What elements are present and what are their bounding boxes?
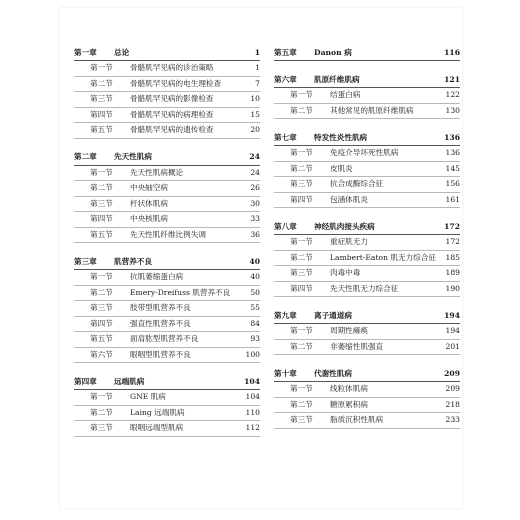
section-page-number: 36 [250, 229, 260, 239]
section-row [74, 197, 260, 213]
section-page-number: 185 [445, 252, 460, 262]
section-number: 第一节 [290, 237, 313, 246]
section-row [274, 266, 460, 282]
chapter-title: 离子通道病 [314, 310, 352, 320]
chapter-title: 代谢性肌病 [314, 368, 352, 378]
section-page-number: 136 [445, 148, 460, 157]
section-number: 第二节 [290, 341, 313, 351]
chapter-number: 第二章 [74, 152, 97, 162]
chapter-title: 总论 [114, 47, 130, 57]
chapter-heading [74, 46, 260, 61]
chapter-block [74, 151, 260, 244]
section-page-number: 20 [250, 125, 260, 134]
section-page-number: 104 [245, 392, 260, 401]
section-page-number: 194 [445, 326, 460, 335]
chapter-title: 远端肌病 [114, 376, 145, 386]
section-row [274, 104, 460, 120]
section-title: Laing 远端肌病 [130, 407, 185, 417]
section-title: 肉毒中毒 [330, 268, 361, 277]
section-page-number: 145 [445, 163, 460, 173]
section-row [274, 177, 460, 193]
chapter-block [274, 220, 460, 297]
section-row [74, 166, 260, 182]
chapter-title: 先天性肌病 [114, 152, 152, 162]
section-row [274, 146, 460, 162]
chapter-number: 第一章 [74, 47, 97, 57]
section-row [274, 193, 460, 209]
section-title: Emery-Dreifuss 肌营养不良 [130, 287, 231, 297]
chapter-number: 第十章 [274, 368, 297, 378]
section-number: 第二节 [90, 287, 113, 297]
section-title: 先天性肌纤维比例失调 [130, 229, 206, 239]
section-number: 第一节 [290, 384, 313, 393]
chapter-title: 肌营养不良 [114, 256, 152, 266]
section-page-number: 201 [445, 341, 460, 351]
chapter-number: 第四章 [74, 376, 97, 386]
section-title: 骨骼肌罕见病的诊治策略 [130, 63, 214, 72]
section-number: 第四节 [290, 194, 313, 204]
section-title: 骨骼肌罕见病的遗传检查 [130, 125, 214, 134]
section-row [74, 270, 260, 286]
section-title: 骨骼肌罕见病的影像检查 [130, 94, 214, 103]
section-row [74, 301, 260, 317]
section-title: 包涵体肌炎 [330, 194, 368, 204]
section-title: 线粒体肌病 [330, 384, 368, 393]
section-title: 其他常见的肌原纤维肌病 [330, 105, 414, 115]
section-number: 第五节 [90, 229, 113, 239]
section-page-number: 15 [250, 109, 260, 119]
section-page-number: 110 [245, 407, 260, 417]
section-title: 中央轴空病 [130, 183, 168, 192]
section-number: 第二节 [90, 183, 113, 192]
section-number: 第一节 [90, 392, 113, 401]
section-row [274, 162, 460, 178]
toc-column-right [274, 46, 460, 441]
section-number: 第二节 [90, 407, 113, 417]
section-page-number: 50 [250, 287, 260, 297]
section-title: 骨骼肌罕见病的病理检查 [130, 109, 214, 119]
section-number: 第三节 [90, 198, 113, 208]
section-title: 先天性肌病概论 [130, 167, 184, 177]
section-row [74, 61, 260, 77]
chapter-block [274, 73, 460, 119]
chapter-number: 第五章 [274, 47, 297, 57]
section-row [74, 212, 260, 228]
section-page-number: 100 [245, 349, 260, 359]
section-row [74, 228, 260, 244]
chapter-page-number: 116 [444, 47, 460, 57]
section-title: 抗合成酶综合征 [330, 179, 384, 188]
section-row [274, 340, 460, 356]
section-row [74, 77, 260, 93]
section-title: 骨骼肌罕见病的电生理检查 [130, 78, 222, 88]
section-page-number: 233 [445, 415, 460, 424]
section-page-number: 122 [445, 90, 460, 99]
chapter-number: 第六章 [274, 74, 297, 84]
section-page-number: 7 [255, 78, 260, 88]
section-title: 强直性肌营养不良 [130, 318, 191, 328]
section-title: 杆状体肌病 [130, 198, 168, 208]
section-title: GNE 肌病 [130, 392, 166, 401]
chapter-page-number: 172 [444, 221, 460, 231]
section-row [74, 406, 260, 422]
chapter-block [74, 255, 260, 363]
section-row [74, 108, 260, 124]
chapter-page-number: 104 [244, 376, 260, 386]
section-number: 第六节 [90, 349, 113, 359]
chapter-page-number: 121 [444, 74, 460, 84]
chapter-page-number: 40 [249, 256, 260, 266]
chapter-block [274, 309, 460, 355]
chapter-title: 肌原纤维肌病 [314, 74, 360, 84]
chapter-heading [274, 309, 460, 324]
chapter-number: 第三章 [74, 256, 97, 266]
section-row [274, 251, 460, 267]
section-row [74, 123, 260, 139]
section-page-number: 112 [245, 423, 260, 432]
chapter-heading [74, 151, 260, 166]
section-page-number: 190 [445, 283, 460, 293]
section-number: 第一节 [290, 326, 313, 335]
section-row [74, 286, 260, 302]
section-number: 第四节 [90, 318, 113, 328]
chapter-number: 第九章 [274, 310, 297, 320]
section-number: 第三节 [90, 423, 113, 432]
section-title: 糖原累积病 [330, 399, 368, 409]
section-title: 重症肌无力 [330, 237, 368, 246]
section-number: 第三节 [90, 303, 113, 312]
section-number: 第二节 [90, 78, 113, 88]
section-title: 肢带型肌营养不良 [130, 303, 191, 312]
section-row [74, 421, 260, 437]
section-title: 结蛋白病 [330, 90, 361, 99]
section-page-number: 84 [250, 318, 260, 328]
chapter-page-number: 136 [444, 132, 460, 142]
chapter-page-number: 209 [444, 368, 460, 378]
section-number: 第三节 [290, 179, 313, 188]
section-row [74, 348, 260, 364]
section-page-number: 161 [445, 194, 460, 204]
section-page-number: 172 [445, 237, 460, 246]
section-number: 第四节 [90, 109, 113, 119]
section-title: 中央核肌病 [130, 214, 168, 223]
section-row [274, 282, 460, 298]
section-number: 第三节 [290, 415, 313, 424]
section-number: 第二节 [290, 252, 313, 262]
section-number: 第二节 [290, 399, 313, 409]
section-title: 脂质沉积性肌病 [330, 415, 384, 424]
section-title: Lambert-Eaton 肌无力综合征 [330, 252, 436, 262]
section-page-number: 130 [445, 105, 460, 115]
chapter-block [274, 131, 460, 208]
chapter-heading [274, 220, 460, 235]
section-row [74, 92, 260, 108]
section-row [274, 413, 460, 429]
chapter-heading [74, 375, 260, 390]
chapter-page-number: 24 [249, 152, 260, 162]
section-page-number: 55 [250, 303, 260, 312]
section-page-number: 10 [250, 94, 260, 103]
section-page-number: 40 [250, 272, 260, 281]
section-number: 第五节 [90, 334, 113, 343]
toc-page [60, 8, 462, 508]
toc-column-left [74, 46, 260, 449]
section-row [274, 398, 460, 414]
chapter-page-number: 1 [254, 47, 260, 57]
section-number: 第三节 [290, 268, 313, 277]
section-number: 第一节 [90, 63, 113, 72]
chapter-heading [274, 46, 460, 61]
chapter-title: 神经肌肉接头疾病 [314, 221, 375, 231]
section-number: 第一节 [90, 272, 113, 281]
section-title: 先天性肌无力综合征 [330, 283, 399, 293]
section-number: 第三节 [90, 94, 113, 103]
section-page-number: 24 [250, 167, 260, 177]
chapter-title: 特发性炎性肌病 [314, 132, 368, 142]
section-title: 周期性瘫痪 [330, 326, 368, 335]
section-title: 抗肌萎缩蛋白病 [130, 272, 184, 281]
section-row [274, 324, 460, 340]
section-number: 第五节 [90, 125, 113, 134]
section-number: 第二节 [290, 105, 313, 115]
section-number: 第四节 [290, 283, 313, 293]
chapter-number: 第八章 [274, 221, 297, 231]
section-row [74, 181, 260, 197]
section-number: 第二节 [290, 163, 313, 173]
chapter-page-number: 194 [444, 310, 460, 320]
section-page-number: 93 [250, 334, 260, 343]
chapter-block [274, 46, 460, 61]
section-row [274, 88, 460, 104]
section-number: 第一节 [90, 167, 113, 177]
section-title: 面肩肱型肌营养不良 [130, 334, 199, 343]
section-title: 非萎缩性肌强直 [330, 341, 384, 351]
section-row [274, 235, 460, 251]
chapter-number: 第七章 [274, 132, 297, 142]
chapter-title: Danon 病 [314, 47, 352, 57]
section-page-number: 189 [445, 268, 460, 277]
section-page-number: 26 [250, 183, 260, 192]
section-page-number: 218 [445, 399, 460, 409]
chapter-heading [274, 73, 460, 88]
section-row [274, 382, 460, 398]
chapter-block [274, 367, 460, 429]
section-page-number: 30 [250, 198, 260, 208]
section-row [74, 332, 260, 348]
section-page-number: 156 [445, 179, 460, 188]
section-row [74, 317, 260, 333]
chapter-block [74, 46, 260, 139]
chapter-block [74, 375, 260, 437]
section-title: 免疫介导坏死性肌病 [330, 148, 399, 157]
section-row [74, 390, 260, 406]
chapter-heading [274, 367, 460, 382]
section-page-number: 33 [250, 214, 260, 223]
section-title: 皮肌炎 [330, 163, 353, 173]
section-title: 眼咽型肌营养不良 [130, 349, 191, 359]
section-page-number: 209 [445, 384, 460, 393]
chapter-heading [74, 255, 260, 270]
section-number: 第四节 [90, 214, 113, 223]
chapter-heading [274, 131, 460, 146]
section-number: 第一节 [290, 148, 313, 157]
section-title: 眼咽远端型肌病 [130, 423, 184, 432]
section-number: 第一节 [290, 90, 313, 99]
section-page-number: 1 [255, 63, 260, 72]
